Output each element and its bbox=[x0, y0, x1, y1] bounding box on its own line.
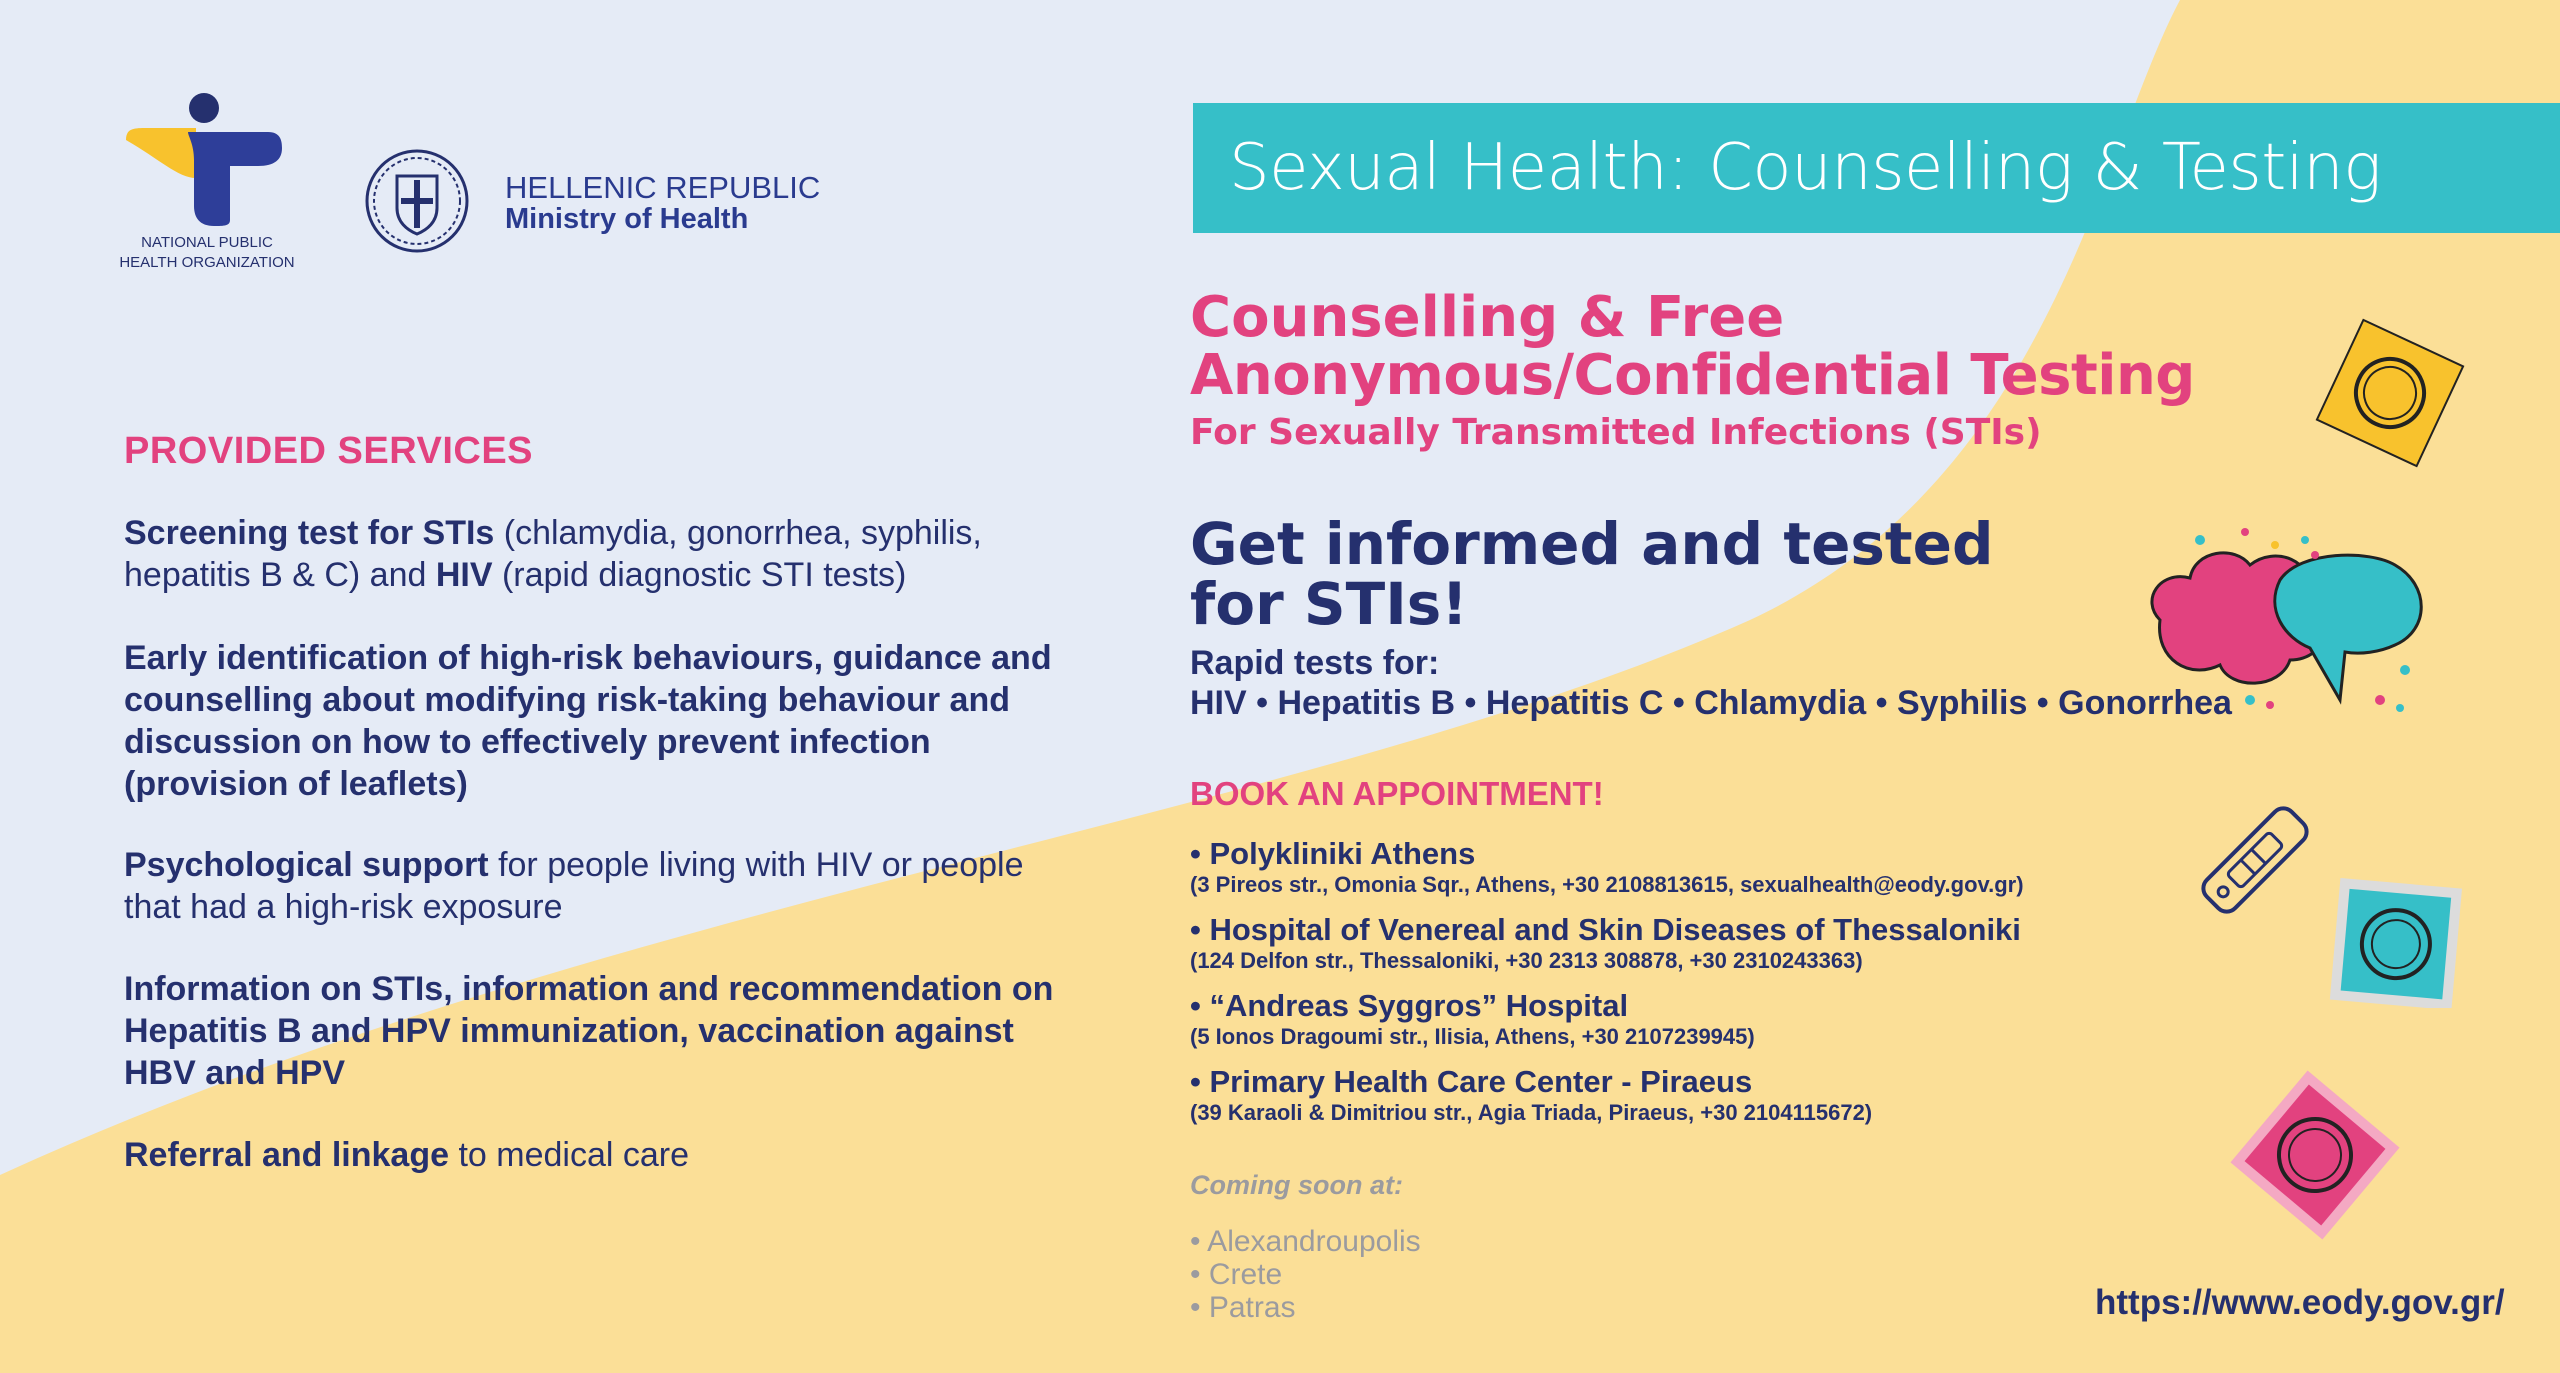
npho-logo-text-line1: NATIONAL PUBLIC bbox=[141, 234, 273, 251]
rapid-test-icon bbox=[2185, 790, 2325, 930]
service-referral-text: to medical care bbox=[449, 1136, 690, 1174]
location-address: (5 Ionos Dragoumi str., Ilisia, Athens, +30 2107239945) bbox=[1190, 1024, 1755, 1049]
banner-title: Sexual Health: Counselling & Testing bbox=[1229, 131, 2382, 205]
speech-bubbles-icon bbox=[2140, 520, 2440, 720]
title-banner bbox=[1193, 103, 2560, 233]
coming-soon-item: • Patras bbox=[1190, 1291, 1296, 1324]
provided-services-title: PROVIDED SERVICES bbox=[124, 430, 534, 472]
service-screening-bold: Screening test for STIs bbox=[124, 514, 495, 552]
service-item-information bbox=[124, 968, 1054, 1094]
service-referral-bold: Referral and linkage bbox=[124, 1136, 450, 1174]
service-item-screening bbox=[124, 512, 1054, 596]
website-link[interactable]: https://www.eody.gov.gr/ bbox=[2095, 1283, 2505, 1322]
location-name: • Polykliniki Athens bbox=[1190, 836, 1476, 871]
service-psychological-bold: Psychological support bbox=[124, 846, 489, 884]
location-address: (124 Delfon str., Thessaloniki, +30 2313 308878, +30 2310243363) bbox=[1190, 948, 1863, 973]
service-item-early-identification bbox=[124, 637, 1054, 805]
coming-soon-item: • Alexandroupolis bbox=[1190, 1225, 1421, 1258]
npho-logo-icon bbox=[118, 88, 293, 228]
greek-coat-of-arms-icon bbox=[362, 146, 472, 256]
coming-soon-item: • Crete bbox=[1190, 1258, 1283, 1291]
condom-packet-pink-icon bbox=[2220, 1060, 2410, 1250]
book-appointment-title: BOOK AN APPOINTMENT! bbox=[1190, 775, 1604, 812]
location-item bbox=[1190, 988, 2190, 1064]
ministry-name-line1: HELLENIC REPUBLIC bbox=[505, 170, 821, 205]
location-name: • Primary Health Care Center - Piraeus bbox=[1190, 1064, 1753, 1099]
service-item-referral bbox=[124, 1134, 1054, 1176]
cta-line1: Get informed and tested bbox=[1190, 510, 1994, 578]
headline-line2: Anonymous/Confidential Testing bbox=[1190, 343, 2195, 408]
service-screening-bold2: HIV bbox=[435, 556, 493, 594]
service-item-psychological-support bbox=[124, 844, 1054, 928]
npho-logo-text-line2: HEALTH ORGANIZATION bbox=[119, 254, 295, 271]
location-name: • Hospital of Venereal and Skin Diseases of Thessaloniki bbox=[1190, 912, 2021, 947]
headline-subtitle: For Sexually Transmitted Infections (STIs) bbox=[1190, 412, 2042, 453]
service-screening-text2: (rapid diagnostic STI tests) bbox=[492, 556, 907, 594]
coming-soon-list bbox=[1190, 1225, 1421, 1324]
headline-line1: Counselling & Free bbox=[1190, 285, 1785, 350]
location-name: • “Andreas Syggros” Hospital bbox=[1190, 988, 1629, 1023]
location-list bbox=[1190, 836, 2190, 1140]
condom-packet-yellow-icon bbox=[2305, 308, 2475, 478]
location-item bbox=[1190, 912, 2190, 988]
location-item bbox=[1190, 1064, 2190, 1140]
service-screening-text: (chlamydia, gonorrhea, syphilis, hepatitis B & C) and bbox=[124, 514, 982, 594]
condom-packet-teal-icon bbox=[2325, 878, 2465, 1008]
cta-line2: for STIs! bbox=[1190, 570, 1468, 638]
coming-soon-label: Coming soon at: bbox=[1190, 1170, 1403, 1200]
service-information-bold: Information on STIs, information and recommendation on Hepatitis B and HPV immunization, vaccination against HBV and HPV bbox=[124, 970, 1054, 1092]
location-address: (3 Pireos str., Omonia Sqr., Athens, +30 2108813615, sexualhealth@eody.gov.gr) bbox=[1190, 872, 2024, 897]
service-early-identification-bold: Early identification of high-risk behaviours, guidance and counselling about modifying risk-taking behaviour and discussion on how to effectively prevent infection (provision of leaflets) bbox=[124, 639, 1052, 803]
rapid-tests-list: HIV • Hepatitis B • Hepatitis C • Chlamydia • Syphilis • Gonorrhea bbox=[1190, 684, 2232, 722]
service-psychological-text: for people living with HIV or people that had a high-risk exposure bbox=[124, 846, 1024, 926]
npho-logo bbox=[118, 88, 293, 278]
rapid-tests-label: Rapid tests for: bbox=[1190, 644, 1440, 682]
location-item bbox=[1190, 836, 2190, 912]
location-address: (39 Karaoli & Dimitriou str., Agia Triada, Piraeus, +30 2104115672) bbox=[1190, 1100, 1873, 1125]
ministry-name-line2: Ministry of Health bbox=[505, 203, 749, 235]
